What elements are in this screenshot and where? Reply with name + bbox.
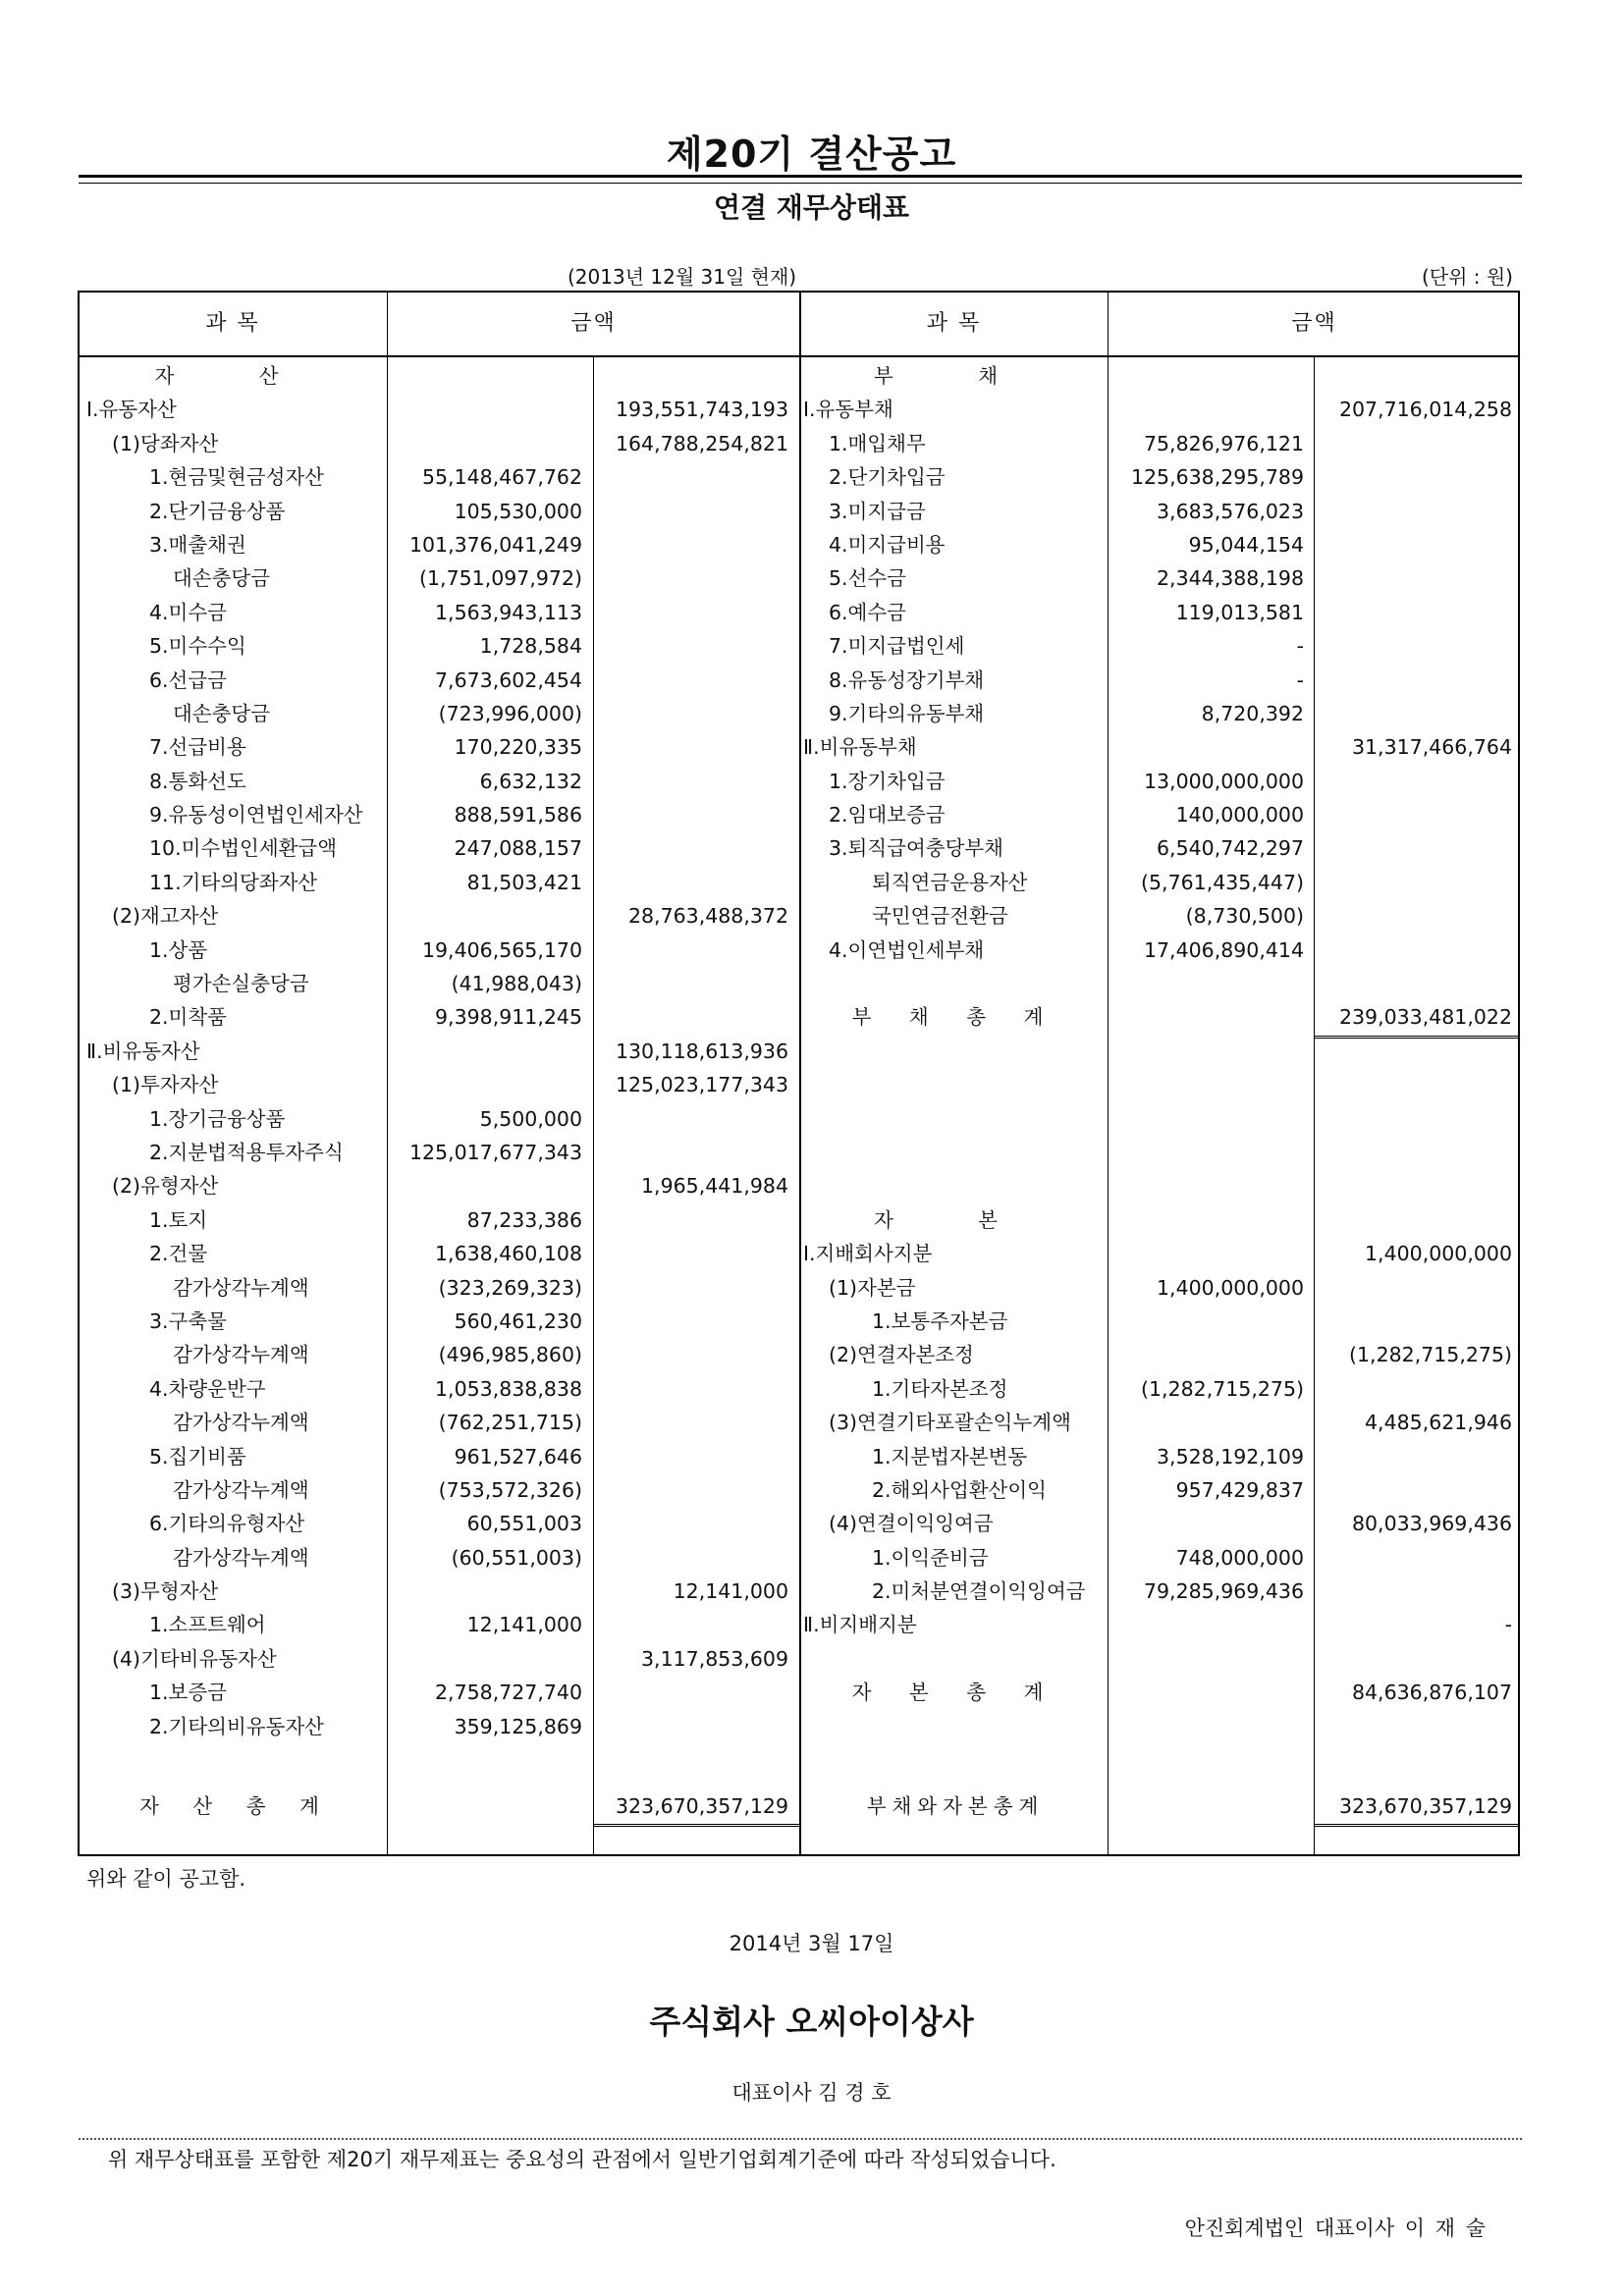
left-detail-amount: 247,088,157: [454, 836, 582, 861]
right-account-name: 4.미지급비용: [829, 532, 946, 557]
right-account-name: 6.예수금: [829, 600, 906, 624]
header-rule: [78, 355, 1520, 357]
left-account-name: (3)무형자산: [112, 1579, 219, 1604]
left-account-name: (1)당좌자산: [112, 431, 219, 455]
left-account-name: 10.미수법인세환급액: [149, 836, 338, 861]
right-detail-amount: 3,528,192,109: [1157, 1444, 1304, 1468]
table-row: [0, 1035, 1623, 1068]
right-subtotal-amount: -: [1504, 1613, 1512, 1637]
left-detail-amount: 170,220,335: [454, 735, 582, 760]
left-detail-amount: 105,530,000: [454, 499, 582, 523]
right-account-name: Ⅰ.지배회사지분: [803, 1242, 933, 1266]
left-account-name: (2)유형자산: [112, 1174, 219, 1199]
right-detail-amount: 2,344,388,198: [1157, 566, 1304, 591]
assets-total-underline: [594, 1824, 799, 1827]
right-detail-amount: 13,000,000,000: [1143, 769, 1304, 793]
table-row: [0, 460, 1623, 494]
right-account-name: 1.이익준비금: [872, 1545, 989, 1570]
right-account-name: Ⅱ.비유동부채: [803, 735, 917, 760]
left-account-name: 자 산: [154, 364, 318, 388]
left-account-name: 11.기타의당좌자산: [149, 870, 318, 894]
right-detail-amount: 95,044,154: [1188, 532, 1304, 557]
table-row: [0, 899, 1623, 933]
table-row: [0, 561, 1623, 595]
left-detail-amount: (762,251,715): [438, 1411, 582, 1435]
left-account-name: 4.미수금: [149, 600, 227, 624]
left-detail-amount: 560,461,230: [454, 1308, 582, 1333]
right-detail-amount: (8,730,500): [1185, 904, 1304, 929]
unit-note: (단위 : 원): [1421, 265, 1513, 289]
table-row: [0, 664, 1623, 697]
right-account-name: 1.보통주자본금: [872, 1308, 1008, 1333]
right-detail-amount: 957,429,837: [1175, 1477, 1304, 1502]
table-row: [0, 359, 1623, 393]
right-subtotal-amount: 1,400,000,000: [1365, 1242, 1512, 1266]
table-row: [0, 730, 1623, 764]
table-row: [0, 1068, 1623, 1101]
table-body: [0, 359, 1623, 1743]
statement-date: (2013년 12월 31일 현재): [568, 265, 797, 289]
right-account-name: 3.미지급금: [829, 499, 926, 523]
left-account-name: 6.선급금: [149, 667, 227, 692]
left-account-name: (2)재고자산: [112, 904, 219, 929]
table-row: [0, 495, 1623, 528]
left-account-name: Ⅰ.유동자산: [86, 398, 177, 422]
right-account-name: 9.기타의유동부채: [829, 701, 985, 725]
table-row: [0, 1203, 1623, 1237]
left-detail-amount: 125,017,677,343: [408, 1140, 582, 1164]
right-account-name: 8.유동성장기부채: [829, 667, 985, 692]
left-account-name: 2.미착품: [149, 1005, 227, 1030]
right-detail-amount: (1,282,715,275): [1141, 1376, 1304, 1401]
left-subtotal-amount: 130,118,613,936: [615, 1039, 788, 1063]
table-row: [0, 1305, 1623, 1338]
left-detail-amount: 2,758,727,740: [435, 1681, 582, 1705]
left-account-name: 1.소프트웨어: [149, 1613, 266, 1637]
right-detail-amount: 125,638,295,789: [1130, 465, 1304, 490]
right-subtotal-amount: 31,317,466,764: [1351, 735, 1512, 760]
right-detail-amount: -: [1296, 667, 1304, 692]
table-row: [0, 427, 1623, 460]
left-account-name: 7.선급비용: [149, 735, 246, 760]
left-account-name: 1.보증금: [149, 1681, 227, 1705]
left-detail-amount: 87,233,386: [466, 1207, 582, 1232]
right-account-name: 1.매입채무: [829, 431, 926, 455]
right-account-name: 자 본: [873, 1207, 1038, 1232]
left-subtotal-amount: 3,117,853,609: [641, 1646, 788, 1671]
right-account-name: 부 채 총 계: [851, 1005, 1059, 1030]
right-account-name: 2.해외사업환산이익: [872, 1477, 1047, 1502]
left-account-name: 1.장기금융상품: [149, 1106, 286, 1131]
left-detail-amount: 5,500,000: [479, 1106, 582, 1131]
table-row: [0, 934, 1623, 967]
table-row: [0, 528, 1623, 561]
right-account-name: 4.이연법인세부채: [829, 937, 985, 962]
table-row: [0, 1237, 1623, 1270]
left-detail-amount: 1,563,943,113: [435, 600, 582, 624]
table-row: [0, 1642, 1623, 1676]
title-rule-thick: [79, 175, 1522, 178]
left-subtotal-amount: 12,141,000: [673, 1579, 788, 1604]
left-account-name: 감가상각누계액: [173, 1545, 309, 1570]
right-account-name: (4)연결이익잉여금: [829, 1512, 994, 1536]
right-subtotal-amount: 239,033,481,022: [1338, 1005, 1512, 1030]
left-detail-amount: 81,503,421: [466, 870, 582, 894]
table-row: [0, 1372, 1623, 1406]
left-account-name: (4)기타비유동자산: [112, 1646, 277, 1671]
left-account-name: 평가손실충당금: [173, 972, 309, 996]
right-subject-header: 과 목: [926, 311, 982, 336]
right-account-name: 국민연금전환금: [872, 904, 1008, 929]
left-amount-header: 금액: [570, 311, 617, 336]
left-detail-amount: 961,527,646: [454, 1444, 582, 1468]
table-row: [0, 831, 1623, 865]
table-row: [0, 1338, 1623, 1371]
right-detail-amount: 8,720,392: [1201, 701, 1304, 725]
company-name: 주식회사 오씨아이상사: [649, 2002, 974, 2041]
issue-date: 2014년 3월 17일: [729, 1932, 894, 1955]
left-subtotal-amount: 28,763,488,372: [627, 904, 788, 929]
left-subject-header: 과 목: [205, 311, 260, 336]
left-account-name: 2.기타의비유동자산: [149, 1714, 324, 1738]
left-detail-amount: (1,751,097,972): [419, 566, 582, 591]
left-subtotal-amount: 1,965,441,984: [641, 1174, 788, 1199]
left-subtotal-amount: 193,551,743,193: [615, 398, 788, 422]
table-row: [0, 1541, 1623, 1575]
left-detail-amount: 19,406,565,170: [421, 937, 582, 962]
left-account-name: 1.토지: [149, 1207, 208, 1232]
left-detail-amount: (41,988,043): [451, 972, 582, 996]
left-detail-amount: (753,572,326): [438, 1477, 582, 1502]
announcement-note: 위와 같이 공고함.: [86, 1867, 246, 1891]
left-detail-amount: 12,141,000: [466, 1613, 582, 1637]
ceo-name: 대표이사 김 경 호: [731, 2081, 892, 2105]
left-account-name: 3.매출채권: [149, 532, 246, 557]
left-detail-amount: 9,398,911,245: [435, 1005, 582, 1030]
right-account-name: 부 채: [873, 364, 1038, 388]
right-detail-amount: 6,540,742,297: [1157, 836, 1304, 861]
table-row: [0, 697, 1623, 730]
right-subtotal-amount: 4,485,621,946: [1365, 1411, 1512, 1435]
totals-row: [0, 1789, 1623, 1824]
left-detail-amount: 1,638,460,108: [435, 1242, 582, 1266]
left-account-name: 감가상각누계액: [173, 1275, 309, 1300]
left-account-name: 6.기타의유형자산: [149, 1512, 305, 1536]
left-subtotal-amount: 125,023,177,343: [615, 1073, 788, 1097]
left-account-name: 감가상각누계액: [173, 1343, 309, 1367]
table-row: [0, 1406, 1623, 1439]
right-account-name: 5.선수금: [829, 566, 906, 591]
table-row: [0, 1440, 1623, 1473]
liabilities-total-underline: [1315, 1036, 1520, 1039]
left-account-name: Ⅱ.비유동자산: [86, 1039, 200, 1063]
right-detail-amount: 119,013,581: [1175, 600, 1304, 624]
left-account-name: 8.통화선도: [149, 769, 246, 793]
right-account-name: 1.지분법자본변동: [872, 1444, 1028, 1468]
table-row: [0, 1608, 1623, 1641]
right-subtotal-amount: 84,636,876,107: [1351, 1681, 1512, 1705]
left-detail-amount: (60,551,003): [451, 1545, 582, 1570]
assets-total-value: 323,670,357,129: [615, 1794, 788, 1818]
right-account-name: Ⅱ.비지배지분: [803, 1613, 917, 1637]
document-title: 제20기 결산공고: [666, 133, 957, 176]
statement-title: 연결 재무상태표: [713, 191, 910, 224]
auditor-signature: 안진회계법인 대표이사 이 재 술: [1184, 2216, 1486, 2240]
right-detail-amount: (5,761,435,447): [1141, 870, 1304, 894]
left-detail-amount: (323,269,323): [438, 1275, 582, 1300]
left-account-name: 5.집기비품: [149, 1444, 246, 1468]
table-row: [0, 1575, 1623, 1608]
table-row: [0, 629, 1623, 663]
left-account-name: 1.상품: [149, 937, 208, 962]
right-detail-amount: 748,000,000: [1175, 1545, 1304, 1570]
left-detail-amount: (723,996,000): [438, 701, 582, 725]
left-account-name: 1.현금및현금성자산: [149, 465, 324, 490]
right-account-name: (1)자본금: [829, 1275, 916, 1300]
left-detail-amount: (496,985,860): [438, 1343, 582, 1367]
liab-equity-total-label: 부채와자본총계: [866, 1794, 1045, 1818]
liab-equity-total-underline: [1315, 1824, 1520, 1827]
table-row: [0, 967, 1623, 1000]
right-detail-amount: 1,400,000,000: [1157, 1275, 1304, 1300]
right-account-name: 1.장기차입금: [829, 769, 946, 793]
assets-total-label: 자 산 총 계: [139, 1794, 333, 1818]
dotted-separator: [79, 2138, 1522, 2140]
table-row: [0, 866, 1623, 899]
table-row: [0, 798, 1623, 831]
right-account-name: 자 본 총 계: [851, 1681, 1059, 1705]
right-account-name: 1.기타자본조정: [872, 1376, 1008, 1401]
table-row: [0, 1710, 1623, 1743]
table-row: [0, 765, 1623, 798]
left-detail-amount: 1,053,838,838: [435, 1376, 582, 1401]
left-subtotal-amount: 164,788,254,821: [615, 431, 788, 455]
left-detail-amount: 1,728,584: [479, 634, 582, 659]
right-account-name: Ⅰ.유동부채: [803, 398, 893, 422]
left-detail-amount: 55,148,467,762: [421, 465, 582, 490]
left-detail-amount: 101,376,041,249: [408, 532, 582, 557]
table-row: [0, 1000, 1623, 1034]
right-account-name: (2)연결자본조정: [829, 1343, 974, 1367]
left-account-name: (1)투자자산: [112, 1073, 219, 1097]
table-row: [0, 596, 1623, 629]
left-account-name: 대손충당금: [173, 701, 271, 725]
left-account-name: 2.지분법적용투자주식: [149, 1140, 344, 1164]
left-account-name: 5.미수수익: [149, 634, 246, 659]
left-account-name: 감가상각누계액: [173, 1411, 309, 1435]
right-amount-header: 금액: [1291, 311, 1337, 336]
right-detail-amount: 75,826,976,121: [1143, 431, 1304, 455]
table-row: [0, 393, 1623, 426]
right-account-name: 퇴직연금운용자산: [872, 870, 1028, 894]
left-detail-amount: 359,125,869: [454, 1714, 582, 1738]
right-detail-amount: 17,406,890,414: [1143, 937, 1304, 962]
left-account-name: 감가상각누계액: [173, 1477, 309, 1502]
right-subtotal-amount: 207,716,014,258: [1338, 398, 1512, 422]
right-account-name: 2.임대보증금: [829, 803, 946, 828]
right-subtotal-amount: 80,033,969,436: [1351, 1512, 1512, 1536]
right-subtotal-amount: (1,282,715,275): [1349, 1343, 1512, 1367]
liab-equity-total-value: 323,670,357,129: [1338, 1794, 1512, 1818]
right-detail-amount: 3,683,576,023: [1157, 499, 1304, 523]
left-account-name: 2.건물: [149, 1242, 208, 1266]
left-account-name: 9.유동성이연법인세자산: [149, 803, 363, 828]
table-row: [0, 1507, 1623, 1540]
right-account-name: (3)연결기타포괄손익누계액: [829, 1411, 1071, 1435]
right-detail-amount: 140,000,000: [1175, 803, 1304, 828]
left-account-name: 3.구축물: [149, 1308, 227, 1333]
right-account-name: 2.단기차입금: [829, 465, 946, 490]
table-row: [0, 1136, 1623, 1169]
right-account-name: 2.미처분연결이익잉여금: [872, 1579, 1086, 1604]
table-row: [0, 1473, 1623, 1507]
audit-statement: 위 재무상태표를 포함한 제20기 재무제표는 중요성의 관점에서 일반기업회계기준에 따라 작성되었습니다.: [108, 2148, 1056, 2171]
table-row: [0, 1676, 1623, 1709]
left-detail-amount: 7,673,602,454: [435, 667, 582, 692]
table-row: [0, 1271, 1623, 1305]
right-account-name: 3.퇴직급여충당부채: [829, 836, 1003, 861]
right-detail-amount: -: [1296, 634, 1304, 659]
left-detail-amount: 888,591,586: [454, 803, 582, 828]
left-account-name: 대손충당금: [173, 566, 271, 591]
table-row: [0, 1169, 1623, 1202]
left-account-name: 4.차량운반구: [149, 1376, 266, 1401]
table-row: [0, 1102, 1623, 1136]
left-account-name: 2.단기금융상품: [149, 499, 286, 523]
right-detail-amount: 79,285,969,436: [1143, 1579, 1304, 1604]
left-detail-amount: 6,632,132: [479, 769, 582, 793]
right-account-name: 7.미지급법인세: [829, 634, 965, 659]
title-rule-thin: [79, 183, 1522, 184]
left-detail-amount: 60,551,003: [466, 1512, 582, 1536]
